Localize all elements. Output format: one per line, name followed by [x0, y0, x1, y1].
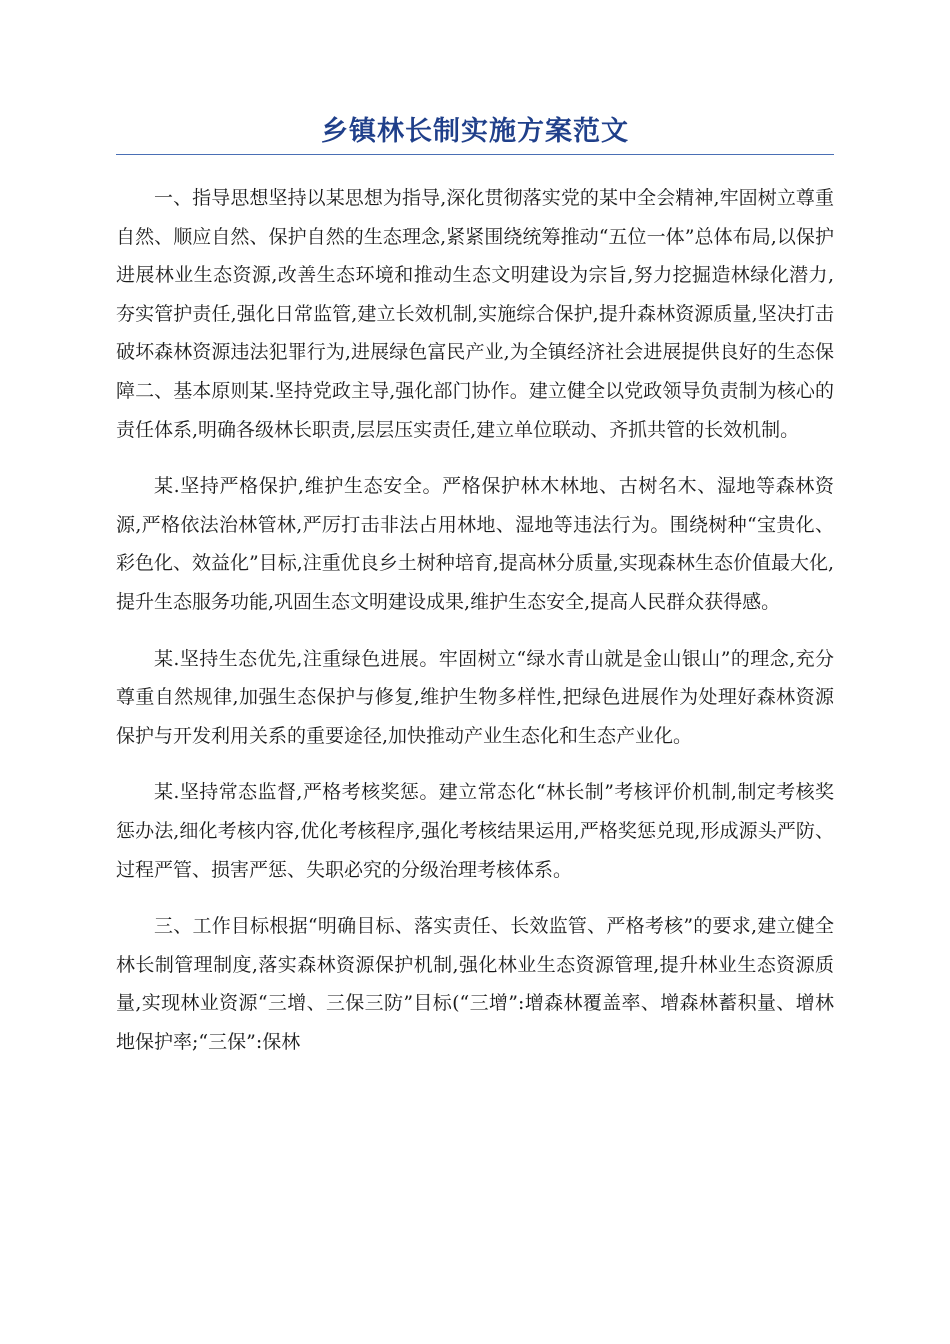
paragraph-guiding-principles: 一、指导思想坚持以某思想为指导,深化贯彻落实党的某中全会精神,牢固树立尊重自然、顺应自然、保护自然的生态理念,紧紧围绕统筹推动“五位一体”总体布局,以保护进展林业生态资源,改善生态环境和推动生态文明建设为宗旨,努力挖掘造林绿化潜力,夯实管护责任,强化日常监管,建立长效机制,实施综合保护,提升森林资源质量,坚决打击破坏森林资源违法犯罪行为,进展绿色富民产业,为全镇经济社会进展提供良好的生态保障二、基本原则某.坚持党政主导,强化部门协作。建立健全以党政领导负责制为核心的责任体系,明确各级林长职责,层层压实责任,建立单位联动、齐抓共管的长效机制。	[116, 187, 834, 441]
paragraph-ecology-first: 某.坚持生态优先,注重绿色进展。牢固树立“绿水青山就是金山银山”的理念,充分尊重自然规律,加强生态保护与修复,维护生物多样性,把绿色进展作为处理好森林资源保护与开发利用关系的重要途径,加快推动产业生态化和生态产业化。	[116, 647, 834, 747]
document-page	[116, 112, 834, 1079]
paragraph-supervision-assessment: 某.坚持常态监督,严格考核奖惩。建立常态化“林长制”考核评价机制,制定考核奖惩办法,细化考核内容,优化考核程序,强化考核结果运用,严格奖惩兑现,形成源头严防、过程严管、损害严惩、失职必究的分级治理考核体系。	[116, 781, 834, 881]
document-title: 乡镇林长制实施方案范文	[321, 116, 629, 147]
paragraph-work-goals: 三、工作目标根据“明确目标、落实责任、长效监管、严格考核”的要求,建立健全林长制管理制度,落实森林资源保护机制,强化林业生态资源管理,提升林业生态资源质量,实现林业资源“三增、三保三防”目标(“三增”:增森林覆盖率、增森林蓄积量、增林地保护率;“三保”:保林	[116, 915, 834, 1053]
title-underline	[116, 154, 834, 155]
paragraph-strict-protection: 某.坚持严格保护,维护生态安全。严格保护林木林地、古树名木、湿地等森林资源,严格依法治林管林,严厉打击非法占用林地、湿地等违法行为。围绕树种“宝贵化、彩色化、效益化”目标,注重优良乡土树种培育,提高林分质量,实现森林生态价值最大化,提升生态服务功能,巩固生态文明建设成果,维护生态安全,提高人民群众获得感。	[116, 475, 834, 613]
